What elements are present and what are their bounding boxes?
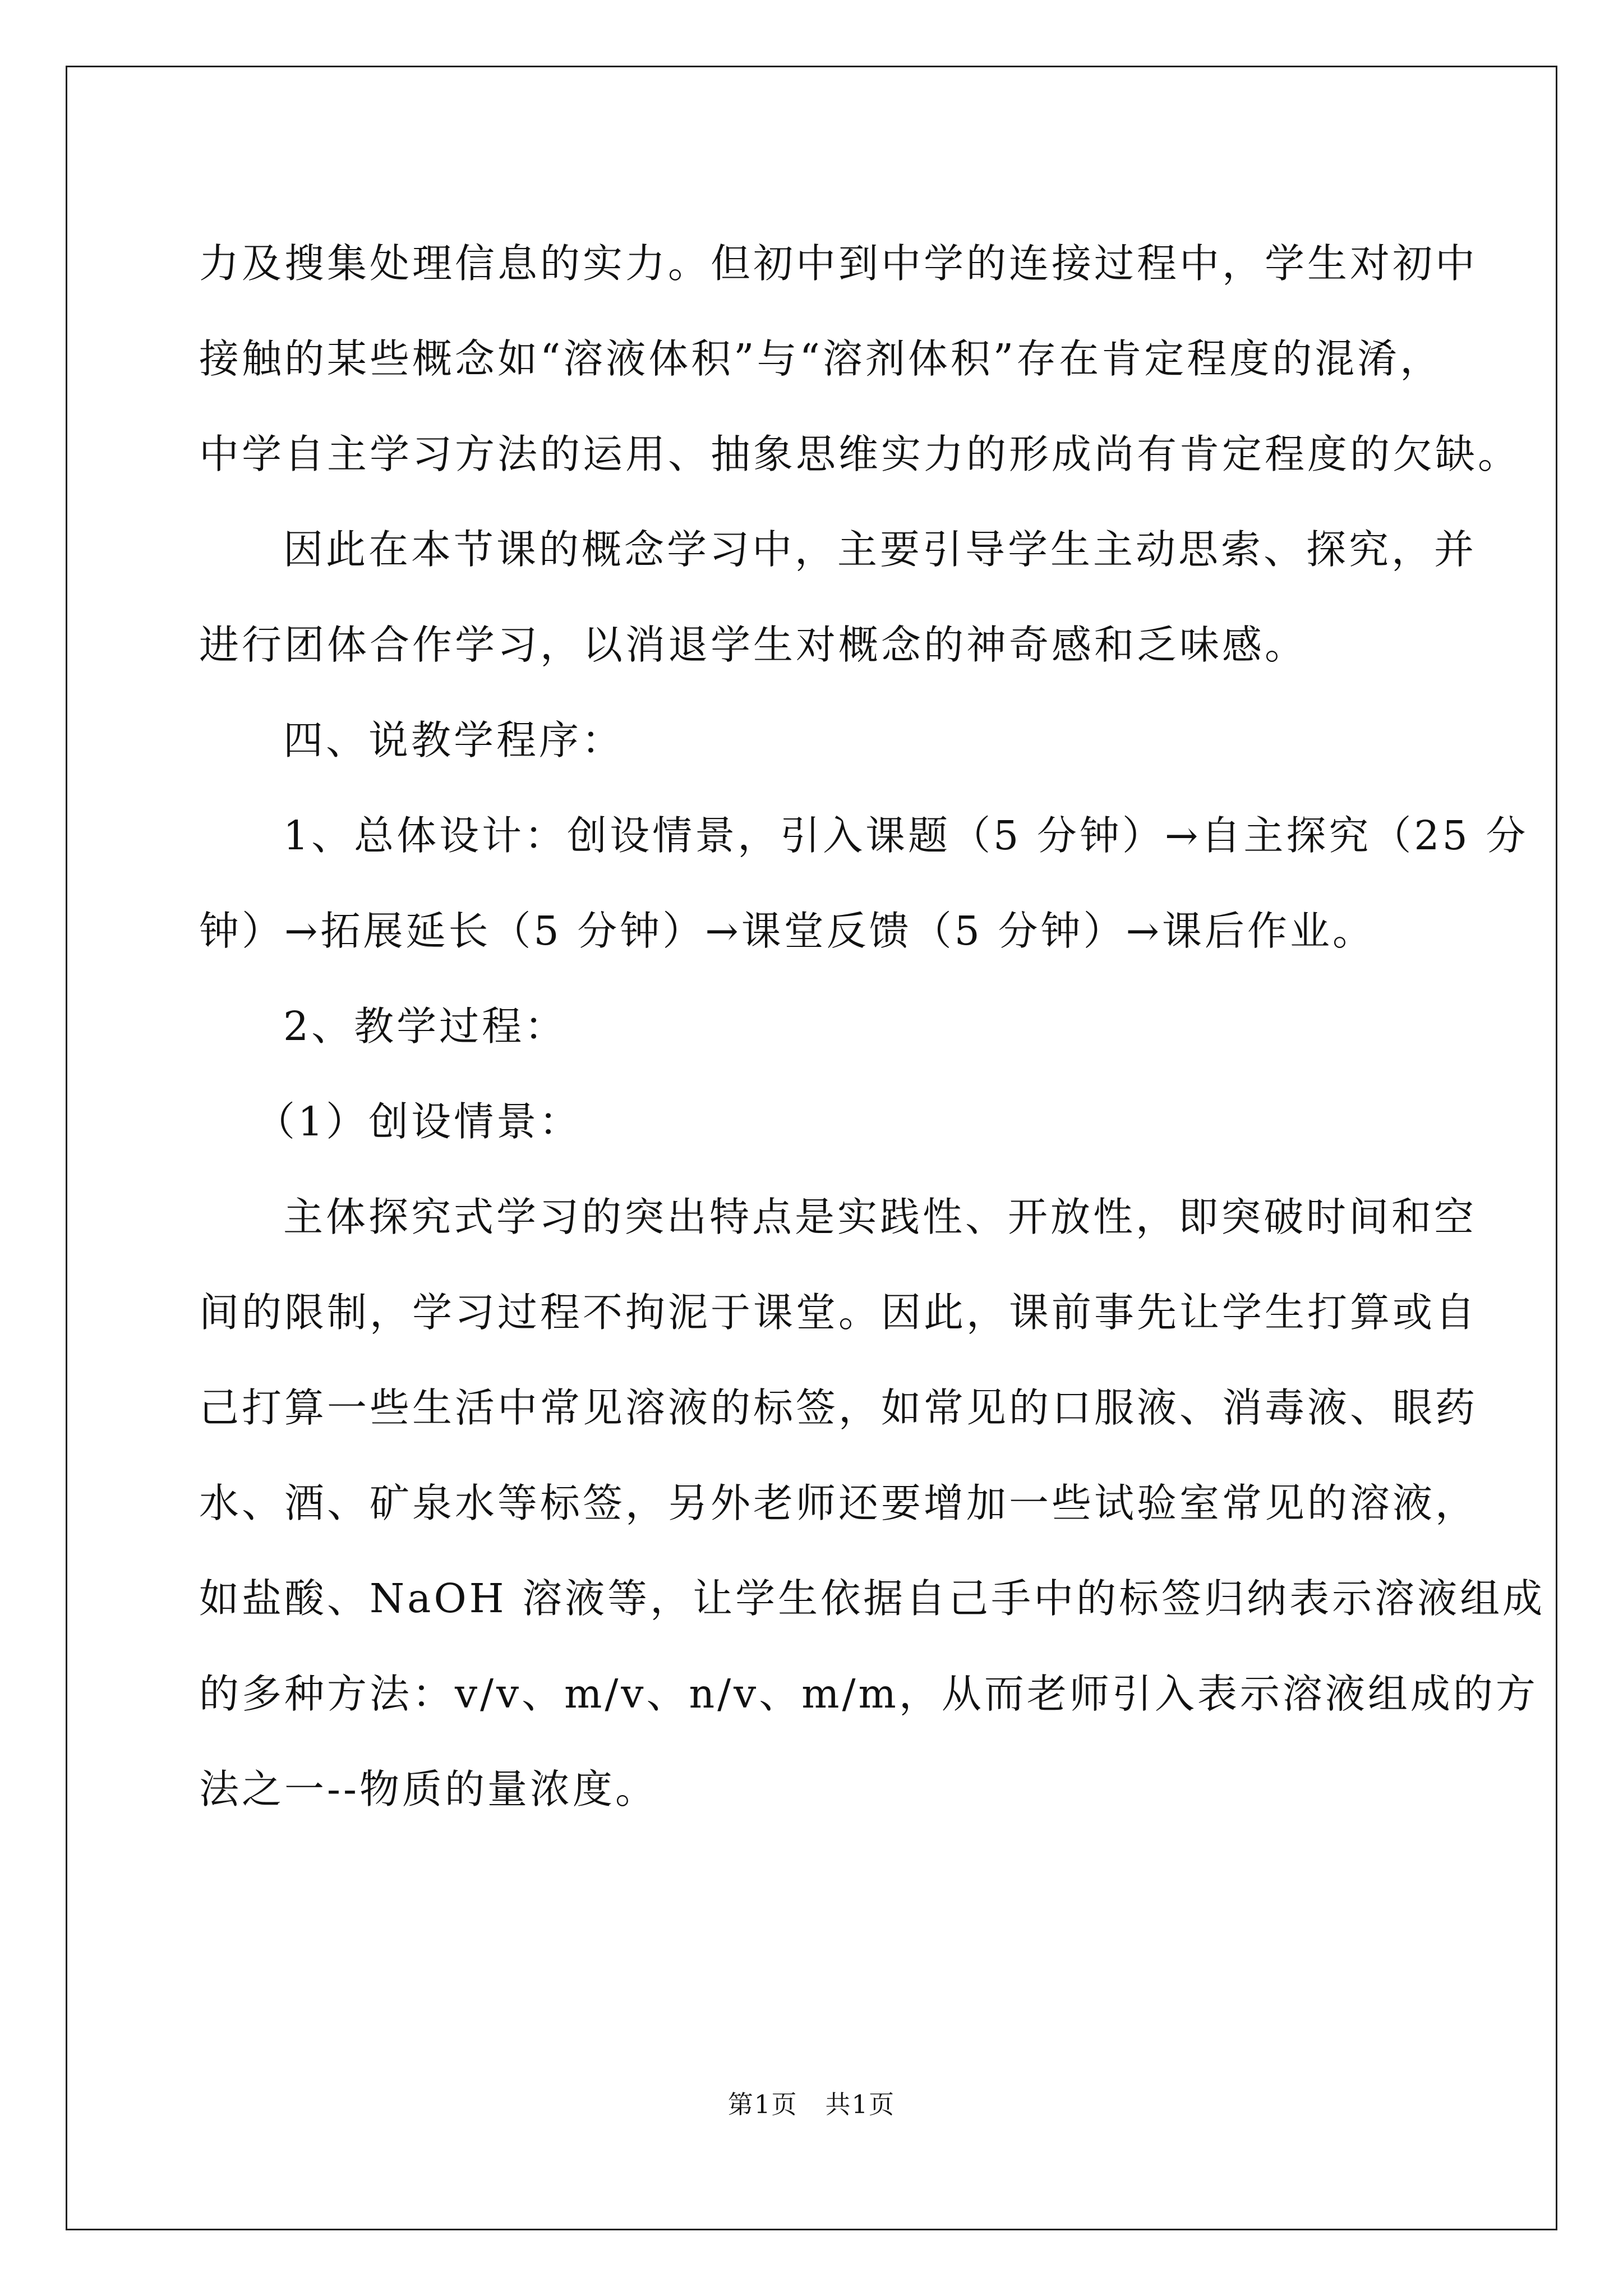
text-line-13: 己打算一些生活中常见溶液的标签，如常见的口服液、消毒液、眼药 <box>199 1384 1478 1431</box>
text-line-17: 法之一--物质的量浓度。 <box>199 1766 658 1812</box>
text-line-15: 如盐酸、NaOH 溶液等，让学生依据自己手中的标签归纳表示溶液组成 <box>199 1575 1546 1622</box>
text-line-11: 主体探究式学习的突出特点是实践性、开放性，即突破时间和空 <box>283 1194 1477 1240</box>
text-line-5: 进行团体合作学习，以消退学生对概念的神奇感和乏味感。 <box>199 622 1308 668</box>
document-body <box>199 216 1546 1837</box>
text-line-2: 接触的某些概念如“溶液体积”与“溶剂体积”存在肯定程度的混淆， <box>199 335 1443 382</box>
text-line-14: 水、酒、矿泉水等标签，另外老师还要增加一些试验室常见的溶液， <box>199 1480 1478 1526</box>
text-line-7: 1、总体设计：创设情景，引入课题（5 分钟）→自主探究（25 分 <box>283 812 1529 859</box>
text-line-4: 因此在本节课的概念学习中，主要引导学生主动思索、探究，并 <box>283 526 1477 573</box>
page-number-footer: 第1页 共1页 <box>727 2090 896 2119</box>
text-line-1: 力及搜集处理信息的实力。但初中到中学的连接过程中，学生对初中 <box>199 240 1478 287</box>
text-line-16: 的多种方法：v/v、m/v、n/v、m/m，从而老师引入表示溶液组成的方 <box>199 1671 1538 1717</box>
text-line-8: 钟）→拓展延长（5 分钟）→课堂反馈（5 分钟）→课后作业。 <box>199 908 1375 954</box>
subheading-teaching-process: 2、教学过程： <box>283 1003 568 1050</box>
text-line-3: 中学自主学习方法的运用、抽象思维实力的形成尚有肯定程度的欠缺。 <box>199 431 1521 477</box>
section-heading-teaching-procedure: 四、说教学程序： <box>283 717 625 763</box>
text-line-12: 间的限制，学习过程不拘泥于课堂。因此，课前事先让学生打算或自 <box>199 1289 1478 1336</box>
subheading-create-scenario: （1）创设情景： <box>255 1098 582 1145</box>
